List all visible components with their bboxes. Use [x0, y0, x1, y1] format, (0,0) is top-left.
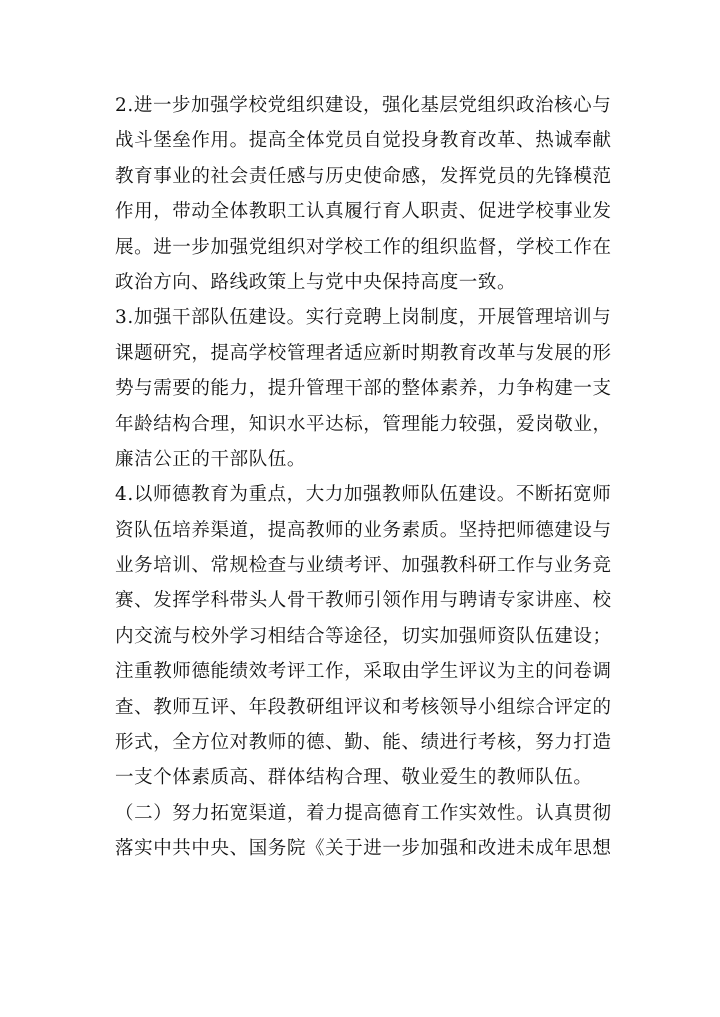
- text-line: 业务培训、常规检查与业绩考评、加强教科研工作与业务竞: [115, 555, 612, 577]
- text-line: 2.进一步加强学校党组织建设，强化基层党组织政治核心与: [115, 95, 612, 116]
- text-line: 资队伍培养渠道，提高教师的业务素质。坚持把师德建设与: [115, 519, 612, 541]
- text-line: （二）努力拓宽渠道，着力提高德育工作实效性。认真贯彻: [115, 802, 612, 824]
- text-line: 廉洁公正的干部队伍。: [115, 448, 307, 470]
- text-line: 形式，全方位对教师的德、勤、能、绩进行考核，努力打造: [115, 732, 612, 754]
- text-line: 注重教师德能绩效考评工作，采取由学生评议为主的问卷调: [115, 661, 612, 683]
- text-line: 落实中共中央、国务院《关于进一步加强和改进未成年思想: [115, 838, 612, 860]
- text-line: 政治方向、路线政策上与党中央保持高度一致。: [115, 271, 517, 293]
- text-line: 课题研究，提高学校管理者适应新时期教育改革与发展的形: [115, 342, 612, 364]
- text-line: 一支个体素质高、群体结构合理、敬业爱生的教师队伍。: [115, 767, 593, 789]
- text-line: 战斗堡垒作用。提高全体党员自觉投身教育改革、热诚奉献: [115, 130, 612, 152]
- text-line: 势与需要的能力，提升管理干部的整体素养，力争构建一支: [115, 378, 612, 400]
- text-line: 4.以师德教育为重点，大力加强教师队伍建设。不断拓宽师: [115, 484, 612, 506]
- text-line: 赛、发挥学科带头人骨干教师引领作用与聘请专家讲座、校: [115, 590, 612, 612]
- text-line: 3.加强干部队伍建设。实行竞聘上岗制度，开展管理培训与: [115, 307, 612, 329]
- text-line: 教育事业的社会责任感与历史使命感，发挥党员的先锋模范: [115, 165, 612, 187]
- text-line: 作用，带动全体教职工认真履行育人职责、促进学校事业发: [115, 201, 612, 223]
- text-line: 查、教师互评、年段教研组评议和考核领导小组综合评定的: [115, 696, 612, 718]
- text-line: 内交流与校外学习相结合等途径，切实加强师资队伍建设；: [115, 625, 612, 647]
- text-line: 展。进一步加强党组织对学校工作的组织监督，学校工作在: [115, 236, 612, 258]
- text-line: 年龄结构合理，知识水平达标，管理能力较强，爱岗敬业，: [115, 413, 612, 435]
- document-body: [115, 88, 612, 867]
